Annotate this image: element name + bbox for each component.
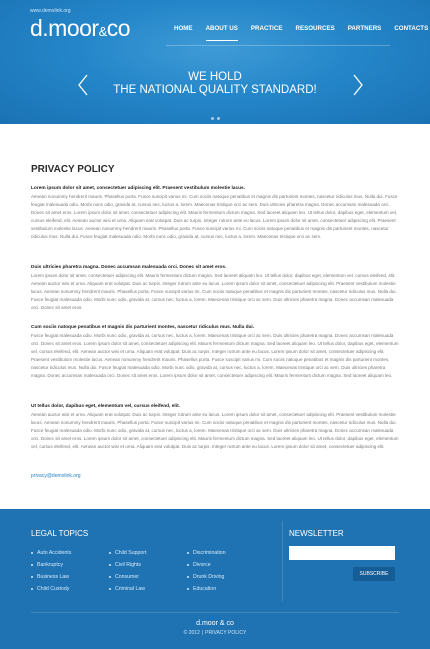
footer-divider [282, 521, 283, 601]
logo[interactable] [30, 15, 130, 42]
legal-topic-link[interactable]: Business Law [31, 571, 71, 583]
slider-headline [0, 71, 430, 97]
subscribe-button[interactable]: SUBSCRIBE [353, 567, 395, 581]
slider-line-2: THE NATIONAL QUALITY STANDARD! [113, 84, 317, 96]
slider-dot[interactable] [217, 117, 220, 120]
section-body: Fusce feugiat malesuada odio. Morbi nunc odio, gravida at, cursus nec, luctus a, lorem. Maecenas tristique orci ac sem. Duis ultricies pharetra magna. Donec accumsan malesuada orci. Donec sit amet eros. Lorem ipsum dolor sit amet, consectetuer adipiscing elit. Mauris fermentum dictum magna. Sed laoreet aliquam leo. Ut tellus dolor, dapibus eget, elementum vel, cursus eleifend, elit. Aenean auctor wisi et urna. Aliquam erat volutpat. Duis ac turpis. Integer rutrum ante eu lacus. Lorem ipsum dolor sit amet, consectetuer adipiscing elit. Praesent vestibulum molestie lacus. Aenean nonummy hendrerit mauris. Phasellus porta. Fusce suscipit varius mi. Cum sociis natoque penatibus et magnis dis parturient montes, nascetur ridiculus mus. Nulla dui. Fusce feugiat malesuada odio. Morbi nunc odio, gravida at, cursus nec, luctus a, lorem. Maecenas tristique orci ac sem. Duis ultricies pharetra magna. Donec accumsan malesuada orci. Donec sit amet eros. Lorem ipsum dolor sit amet, consectetuer adipiscing elit. Mauris fermentum dictum magna. Sed laoreet aliquam leo. [31, 333, 399, 378]
legal-topic-link[interactable]: Divorce [187, 559, 226, 571]
nav-home[interactable]: HOME [174, 25, 193, 32]
legal-topic-link[interactable]: Discrimination [187, 547, 226, 559]
legal-topic-link[interactable]: Drunk Driving [187, 571, 226, 583]
policy-section [31, 265, 401, 312]
nav-about-us[interactable]: ABOUT US [206, 25, 238, 37]
nav-practice[interactable]: PRACTICE [250, 25, 283, 32]
section-heading: Ut tellus dolor, dapibus eget, elementum vel, cursus eleifend, elit. [31, 404, 181, 409]
policy-section [31, 404, 401, 451]
copyright-separator: | [201, 630, 204, 636]
newsletter-email-input[interactable] [289, 546, 395, 560]
nav-resources[interactable]: RESOURCES [295, 25, 335, 32]
legal-topic-link[interactable]: Criminal Law [109, 583, 146, 595]
page-title: PRIVACY POLICY [31, 164, 115, 175]
legal-topic-link[interactable]: Child Support [109, 547, 146, 559]
nav-divider [166, 45, 390, 46]
section-body: Lorem ipsum dolor sit amet, consectetuer adipiscing elit. Mauris fermentum dictum magna. Sed laoreet aliquam leo. Ut tellus dolor, dapibus eget, elementum vel, cursus eleifend, elit. Aenean auctor wisi et urna. Aliquam erat volutpat. Duis ac turpis. Integer rutrum ante eu lacus. Lorem ipsum dolor sit amet, consectetuer adipiscing elit. Praesent vestibulum molestie lacus. Aenean nonummy hendrerit mauris. Phasellus porta. Fusce suscipit varius mi. Cum sociis natoque penatibus et magnis dis parturient montes, nascetur ridiculus mus. Nulla dui. Fusce feugiat malesuada odio. Morbi nunc odio, gravida at, cursus nec, luctus a, lorem. Maecenas tristique orci ac sem. Duis ultricies pharetra magna. Donec accumsan malesuada orci. Donec sit amet eros. [31, 273, 397, 310]
slider-pagination [211, 117, 220, 120]
footer-logo[interactable]: d.moor & co [196, 620, 234, 627]
policy-section [31, 325, 401, 380]
slider-next-arrow-icon[interactable] [353, 74, 363, 96]
legal-topic-link[interactable]: Education [187, 583, 226, 595]
legal-topics-col-1 [31, 547, 71, 595]
legal-topic-link[interactable]: Civil Rights [109, 559, 146, 571]
slider-dot[interactable] [211, 117, 214, 120]
legal-topics-title: LEGAL TOPICS [31, 529, 89, 538]
legal-topics-col-3 [187, 547, 226, 595]
section-body: Aenean nonummy hendrerit mauris. Phasellus porta. Fusce suscipit varius mi. Cum sociis natoque penatibus et magnis dis parturient montes, nascetur ridiculus mus. Nulla dui. Fusce feugiat malesuada odio. Morbi nunc odio, gravida at, cursus nec, luctus a, lorem. Maecenas tristique orci ac sem. Duis ultricies pharetra magna. Donec accumsan malesuada orci. Donec sit amet eros. Lorem ipsum dolor sit amet, consectetuer adipiscing elit. Mauris fermentum dictum magna. Sed laoreet aliquam leo. Ut tellus dolor, dapibus eget, elementum vel, cursus eleifend, elit. Aenean auctor wisi et urna. Aliquam erat volutpat. Duis ac turpis. Integer rutrum ante eu lacus. Lorem ipsum dolor sit amet, consectetuer adipiscing elit. Praesent vestibulum molestie lacus. Aenean nonummy hendrerit mauris. Phasellus porta. Fusce suscipit varius mi. Cum sociis natoque penatibus et magnis dis parturient montes, nascetur ridiculus mus. Nulla dui. Fusce feugiat malesuada odio. Morbi nunc odio, gravida at, cursus nec, luctus a, lorem. Maecenas tristique orci ac sem. [31, 194, 398, 239]
logo-amp: & [98, 24, 107, 39]
logo-co: co [106, 15, 131, 41]
legal-topic-link[interactable]: Bankruptcy [31, 559, 71, 571]
legal-topic-link[interactable]: Child Custody [31, 583, 71, 595]
legal-topic-link[interactable]: Consumer [109, 571, 146, 583]
site-url[interactable]: www.demolink.org [30, 8, 71, 14]
main-nav [166, 25, 428, 37]
copyright-text: © 2012 [183, 630, 200, 636]
privacy-policy-link[interactable]: PRIVACY POLICY [205, 630, 247, 636]
section-heading: Duis ultricies pharetra magna. Donec accumsan malesuada orci. Donec sit amet eros. [31, 265, 227, 270]
newsletter-title: NEWSLETTER [289, 529, 344, 538]
privacy-email-link[interactable]: privacy@demolink.org [31, 473, 81, 479]
nav-contacts[interactable]: CONTACTS [394, 25, 429, 32]
section-heading: Cum sociis natoque penatibus et magnis dis parturient montes, nascetur ridiculus mus. Nulla dui. [31, 325, 255, 330]
slider-line-1: WE HOLD [188, 71, 242, 83]
nav-partners[interactable]: PARTNERS [347, 25, 382, 32]
policy-section [31, 186, 401, 241]
footer-copyright [0, 630, 430, 636]
footer-bottom-divider [31, 612, 399, 613]
section-heading: Lorem ipsum dolor sit amet, consectetuer adipiscing elit. Praesent vestibulum molestie lacus. [31, 186, 246, 191]
legal-topics-col-2 [109, 547, 146, 595]
logo-main: d.moor [30, 15, 99, 41]
section-body: Aenean auctor wisi et urna. Aliquam erat volutpat. Duis ac turpis. Integer rutrum ante eu lacus. Lorem ipsum dolor sit amet, consectetuer adipiscing elit. Praesent vestibulum molestie lacus. Aenean nonummy hendrerit mauris. Phasellus porta. Fusce suscipit varius mi. Cum sociis natoque penatibus et magnis dis parturient montes, nascetur ridiculus mus. Nulla dui. Fusce feugiat malesuada odio. Morbi nunc odio, gravida at, cursus nec, luctus a, lorem. Maecenas tristique orci ac sem. Duis ultricies pharetra magna. Donec accumsan malesuada orci. Donec sit amet eros. Lorem ipsum dolor sit amet, consectetuer adipiscing elit. Mauris fermentum dictum magna. Sed laoreet aliquam leo. Ut tellus dolor, dapibus eget, elementum vel, cursus eleifend, elit. Aenean auctor wisi et urna. Aliquam erat volutpat. Duis ac turpis. Integer rutrum ante eu lacus. Lorem ipsum dolor sit amet, consectetuer adipiscing elit. [31, 412, 399, 449]
slider-prev-arrow-icon[interactable] [78, 74, 88, 96]
legal-topic-link[interactable]: Auto Accidents [31, 547, 71, 559]
header [0, 0, 430, 124]
